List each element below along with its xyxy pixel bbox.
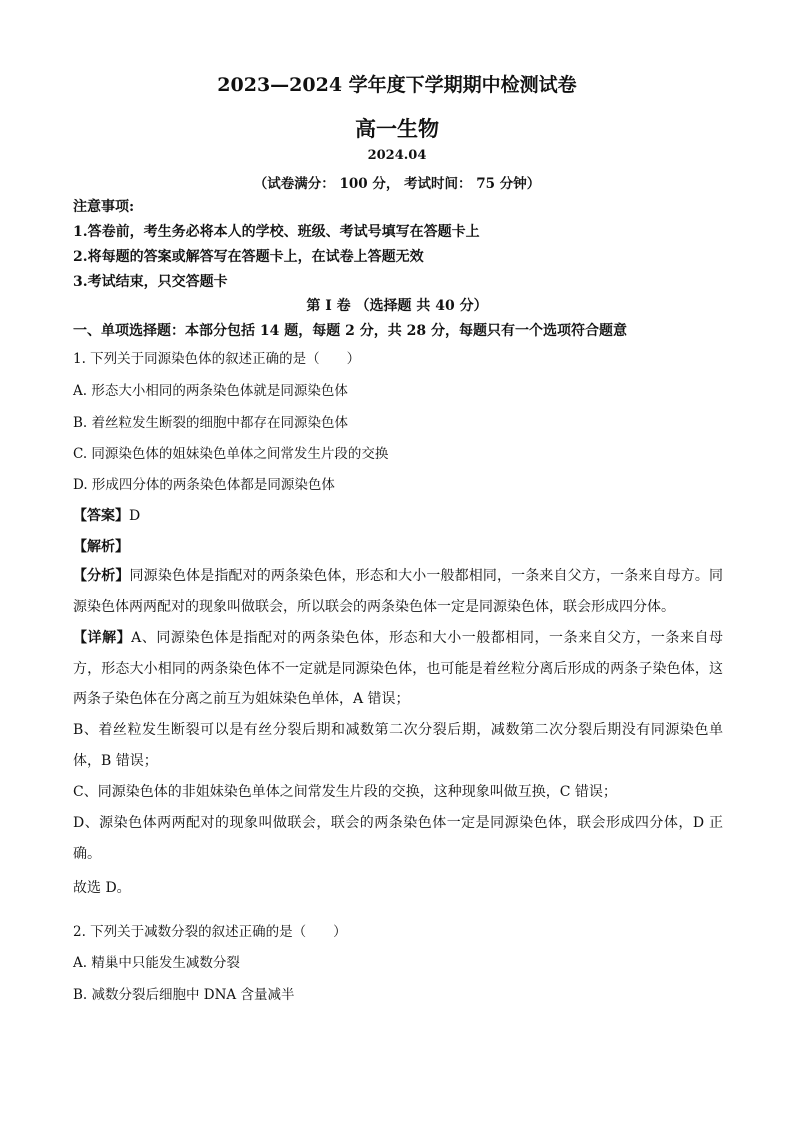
exam-title: 2023—2024 学年度下学期期中检测试卷 [217,74,577,96]
exam-info: （试卷满分： 100 分， 考试时间： 75 分钟） [253,176,541,192]
analysis-paragraph [73,561,723,622]
answer-value: D [129,508,141,524]
option-b: B. 减数分裂后细胞中 DNA 含量减半 [73,987,295,1003]
detail-paragraph-a [73,623,723,715]
section-instruction: 一、单项选择题：本部分包括 14 题，每题 2 分，共 28 分，每题只有一个选项符合题意 [73,323,627,339]
option-a: A. 精巢中只能发生减数分裂 [73,955,240,971]
section-title: 第 Ⅰ 卷 （选择题 共 40 分） [306,298,488,314]
answer-line [73,505,140,525]
detail-paragraph-d: D、源染色体两两配对的现象叫做联会，联会的两条染色体一定是同源染色体，联会形成四分体，D 正确。 [73,815,723,862]
option-b: B. 着丝粒发生断裂的细胞中都存在同源染色体 [73,415,349,431]
answer-tag: 【答案】 [73,508,129,524]
detail-paragraph-c: C、同源染色体的非姐妹染色单体之间常发生片段的交换，这种现象叫做互换，C 错误； [73,784,617,800]
fenxi-text: 同源染色体是指配对的两条染色体，形态和大小一般都相同，一条来自父方，一条来自母方。同源染色体两两配对的现象叫做联会，所以联会的两条染色体一定是同源染色体，联会形成四分体。 [73,568,724,615]
xiangjie-tag: 【详解】 [73,630,132,646]
notice-heading: 注意事项: [73,199,135,215]
detail-paragraph-b: B、着丝粒发生断裂可以是有丝分裂后期和减数第二次分裂后期，减数第二次分裂后期没有同源染色单体，B 错误； [73,722,723,769]
notice-item: 1.答卷前，考生务必将本人的学校、班级、考试号填写在答题卡上 [73,224,480,240]
notice-item: 3.考试结束，只交答题卡 [73,274,228,290]
notice-item: 2.将每题的答案或解答写在答题卡上，在试卷上答题无效 [73,249,424,265]
exam-date: 2024.04 [367,148,427,163]
option-c: C. 同源染色体的姐妹染色单体之间常发生片段的交换 [73,446,389,462]
option-d: D. 形成四分体的两条染色体都是同源染色体 [73,477,335,493]
conclusion: 故选 D。 [73,880,131,896]
xiangjie-a-text: A、同源染色体是指配对的两条染色体，形态和大小一般都相同，一条来自父方，一条来自母方，形态大小相同的两条染色体不一定就是同源染色体，也可能是着丝粒分离后形成的两条子染色体，这两条子染色体在分离之前互为姐妹染色单体，A 错误； [73,630,723,707]
fenxi-tag: 【分析】 [73,568,130,584]
question-stem: 1. 下列关于同源染色体的叙述正确的是（ ） [73,351,361,367]
subject-title: 高一生物 [355,116,439,141]
option-a: A. 形态大小相同的两条染色体就是同源染色体 [73,383,348,399]
analysis-tag: 【解析】 [73,539,129,555]
question-stem: 2. 下列关于减数分裂的叙述正确的是（ ） [73,924,347,940]
